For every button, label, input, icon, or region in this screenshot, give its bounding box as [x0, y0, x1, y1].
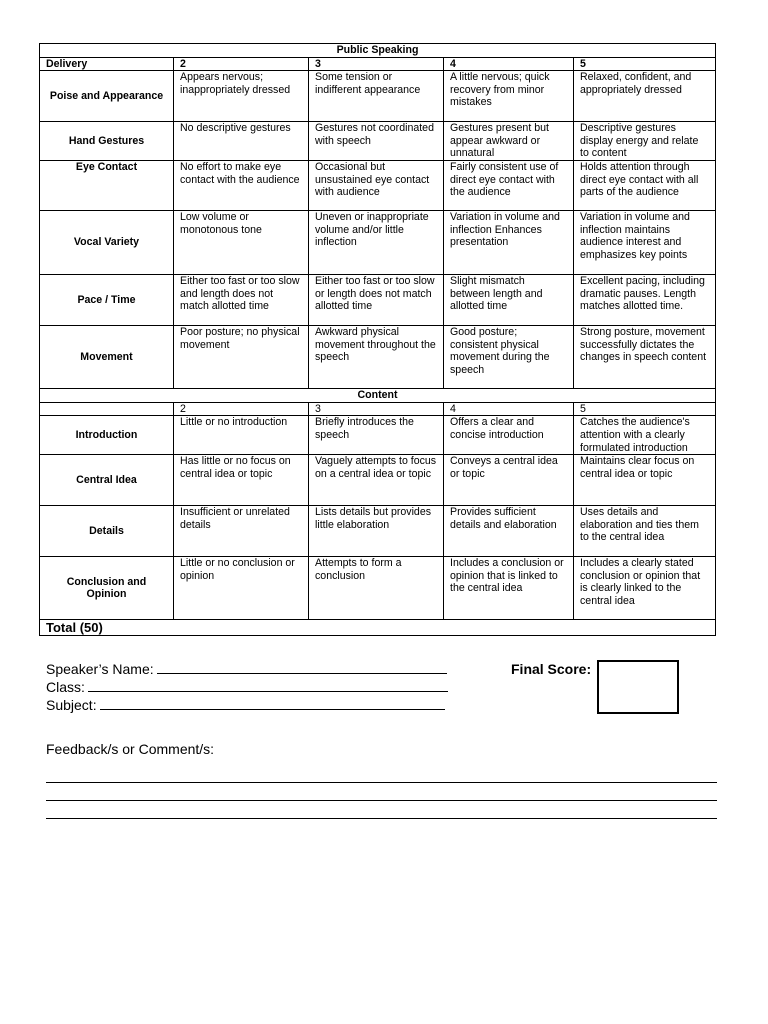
rubric-cell: Lists details but provides little elaboration	[309, 506, 444, 557]
criterion-label: Details	[40, 506, 174, 557]
rubric-cell: Gestures present but appear awkward or unnatural	[444, 122, 574, 161]
score-header: 3	[309, 57, 444, 71]
rubric-cell: Has little or no focus on central idea or topic	[174, 455, 309, 506]
rubric-cell: Good posture; consistent physical movement during the speech	[444, 326, 574, 389]
feedback-line[interactable]	[46, 800, 717, 801]
subject-field[interactable]	[46, 697, 445, 714]
table-row	[40, 275, 716, 326]
rubric-cell: Little or no introduction	[174, 416, 309, 455]
criterion-label: Eye Contact	[40, 161, 174, 211]
rubric-cell: Offers a clear and concise introduction	[444, 416, 574, 455]
feedback-line[interactable]	[46, 782, 717, 783]
rubric-cell: Provides sufficient details and elaboration	[444, 506, 574, 557]
rubric-cell: Gestures not coordinated with speech	[309, 122, 444, 161]
rubric-cell: Excellent pacing, including dramatic pauses. Length matches allotted time.	[574, 275, 716, 326]
criterion-label: Conclusion and Opinion	[40, 557, 174, 620]
delivery-label: Delivery	[40, 57, 174, 71]
table-row	[40, 122, 716, 161]
table-row	[40, 161, 716, 211]
rubric-cell: Appears nervous; inappropriately dressed	[174, 71, 309, 122]
score-header: 4	[444, 402, 574, 416]
rubric-cell: Poor posture; no physical movement	[174, 326, 309, 389]
subject-label: Subject:	[46, 697, 97, 713]
rubric-cell: Vaguely attempts to focus on a central idea or topic	[309, 455, 444, 506]
feedback-label: Feedback/s or Comment/s:	[46, 741, 215, 757]
content-title-row	[40, 389, 716, 403]
rubric-cell: Uneven or inappropriate volume and/or little inflection	[309, 211, 444, 275]
table-row	[40, 506, 716, 557]
rubric-cell: Strong posture, movement successfully dictates the changes in speech content	[574, 326, 716, 389]
subject-line[interactable]	[100, 697, 445, 710]
table-row	[40, 71, 716, 122]
rubric-cell: Occasional but unsustained eye contact with audience	[309, 161, 444, 211]
rubric-cell: Little or no conclusion or opinion	[174, 557, 309, 620]
class-label: Class:	[46, 679, 85, 695]
final-score-box[interactable]	[597, 660, 679, 714]
score-header: 5	[574, 402, 716, 416]
feedback-line[interactable]	[46, 818, 717, 819]
rubric-cell: Awkward physical movement throughout the speech	[309, 326, 444, 389]
rubric-cell: Uses details and elaboration and ties them to the central idea	[574, 506, 716, 557]
score-header: 2	[174, 402, 309, 416]
content-header-row	[40, 402, 716, 416]
total-row	[40, 620, 716, 636]
table-row	[40, 211, 716, 275]
rubric-cell: Conveys a central idea or topic	[444, 455, 574, 506]
score-header: 3	[309, 402, 444, 416]
criterion-label: Movement	[40, 326, 174, 389]
criterion-label: Pace / Time	[40, 275, 174, 326]
rubric-title: Public Speaking	[40, 44, 716, 58]
class-field[interactable]	[46, 679, 448, 696]
criterion-label: Central Idea	[40, 455, 174, 506]
criterion-label: Hand Gestures	[40, 122, 174, 161]
rubric-cell: Slight mismatch between length and allotted time	[444, 275, 574, 326]
speaker-name-label: Speaker’s Name:	[46, 661, 154, 677]
rubric-cell: Either too fast or too slow and length does not match allotted time	[174, 275, 309, 326]
rubric-cell: A little nervous; quick recovery from minor mistakes	[444, 71, 574, 122]
score-header: 2	[174, 57, 309, 71]
rubric-cell: Includes a conclusion or opinion that is linked to the central idea	[444, 557, 574, 620]
criterion-label: Introduction	[40, 416, 174, 455]
rubric-cell: Fairly consistent use of direct eye contact with the audience	[444, 161, 574, 211]
class-line[interactable]	[88, 679, 448, 692]
rubric-cell: Holds attention through direct eye contact with all parts of the audience	[574, 161, 716, 211]
rubric-cell: Descriptive gestures display energy and relate to content	[574, 122, 716, 161]
rubric-cell: Insufficient or unrelated details	[174, 506, 309, 557]
table-row	[40, 416, 716, 455]
rubric-title-row	[40, 44, 716, 58]
delivery-header-row	[40, 57, 716, 71]
table-row	[40, 557, 716, 620]
table-row	[40, 455, 716, 506]
rubric-cell: Relaxed, confident, and appropriately dressed	[574, 71, 716, 122]
speaker-name-line[interactable]	[157, 661, 447, 674]
rubric-cell: Low volume or monotonous tone	[174, 211, 309, 275]
rubric-table	[39, 43, 716, 636]
rubric-cell: Catches the audience's attention with a clearly formulated introduction	[574, 416, 716, 455]
rubric-cell: Includes a clearly stated conclusion or opinion that is clearly linked to the central idea	[574, 557, 716, 620]
total-label: Total (50)	[40, 620, 716, 636]
rubric-cell: No effort to make eye contact with the audience	[174, 161, 309, 211]
rubric-cell: Attempts to form a conclusion	[309, 557, 444, 620]
score-header: 5	[574, 57, 716, 71]
content-header-blank	[40, 402, 174, 416]
rubric-cell: Either too fast or too slow or length does not match allotted time	[309, 275, 444, 326]
rubric-cell: Variation in volume and inflection maintains audience interest and emphasizes key points	[574, 211, 716, 275]
content-section-title: Content	[40, 389, 716, 403]
rubric-cell: Maintains clear focus on central idea or topic	[574, 455, 716, 506]
score-header: 4	[444, 57, 574, 71]
table-row	[40, 326, 716, 389]
criterion-label: Poise and Appearance	[40, 71, 174, 122]
rubric-cell: No descriptive gestures	[174, 122, 309, 161]
speaker-name-field[interactable]	[46, 661, 447, 678]
final-score-label: Final Score:	[511, 661, 592, 677]
rubric-cell: Briefly introduces the speech	[309, 416, 444, 455]
criterion-label: Vocal Variety	[40, 211, 174, 275]
rubric-cell: Variation in volume and inflection Enhances presentation	[444, 211, 574, 275]
rubric-cell: Some tension or indifferent appearance	[309, 71, 444, 122]
